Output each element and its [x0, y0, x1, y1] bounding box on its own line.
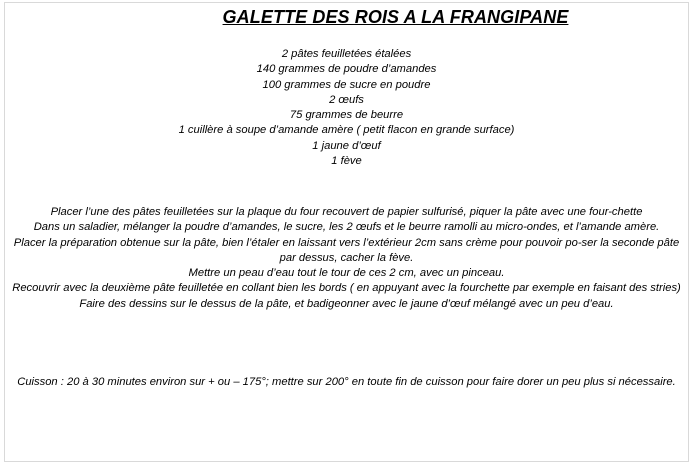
step-paragraph: Placer l’une des pâtes feuilletées sur la plaque du four recouvert de papier sulfurisé, piquer la pâte avec une four-chette [50, 206, 643, 218]
ingredient-item: 75 grammes de beurre [289, 109, 404, 122]
ingredient-item: 1 fève [331, 155, 362, 168]
step-paragraph: Recouvrir avec la deuxième pâte feuilletée en collant bien les bords ( en appuyant avec la fourchette par exemple en faisant des stries) [12, 282, 681, 295]
step-paragraph: Faire des dessins sur le dessus de la pâte, et badigeonner avec le jaune d’œuf mélangé avec un peu d’eau. [79, 297, 614, 310]
ingredient-item: 2 œufs [329, 93, 364, 106]
step-paragraph: Dans un saladier, mélanger la poudre d’amandes, le sucre, les 2 œufs et le beurre ramolli au micro-ondes, et l’amande amère. [33, 221, 660, 234]
ingredient-item: 1 jaune d’œuf [312, 139, 381, 152]
ingredients-list [5, 47, 688, 169]
recipe-title: GALETTE DES ROIS A LA FRANGIPANE [222, 7, 569, 27]
ingredient-item: 100 grammes de sucre en poudre [262, 78, 431, 91]
document-page [4, 2, 689, 462]
ingredient-item: 2 pâtes feuilletées étalées [281, 48, 412, 60]
cooking-instructions: Cuisson : 20 à 30 minutes environ sur + ou – 175°; mettre sur 200° en toute fin de cuisson pour faire dorer un peu plus si nécessaire. [17, 376, 676, 388]
step-paragraph: Mettre un peau d’eau tout le tour de ces 2 cm, avec un pinceau. [188, 267, 505, 280]
ingredient-item: 140 grammes de poudre d’amandes [256, 63, 437, 76]
ingredient-item: 1 cuillère à soupe d’amande amère ( petit flacon en grande surface) [178, 124, 515, 137]
step-paragraph: Placer la préparation obtenue sur la pâte, bien l’étaler en laissant vers l’extérieur 2cm sans crème pour pouvoir po-ser la seconde pâte par dessus, cacher la fève. [13, 236, 680, 264]
preparation-steps [11, 205, 682, 312]
